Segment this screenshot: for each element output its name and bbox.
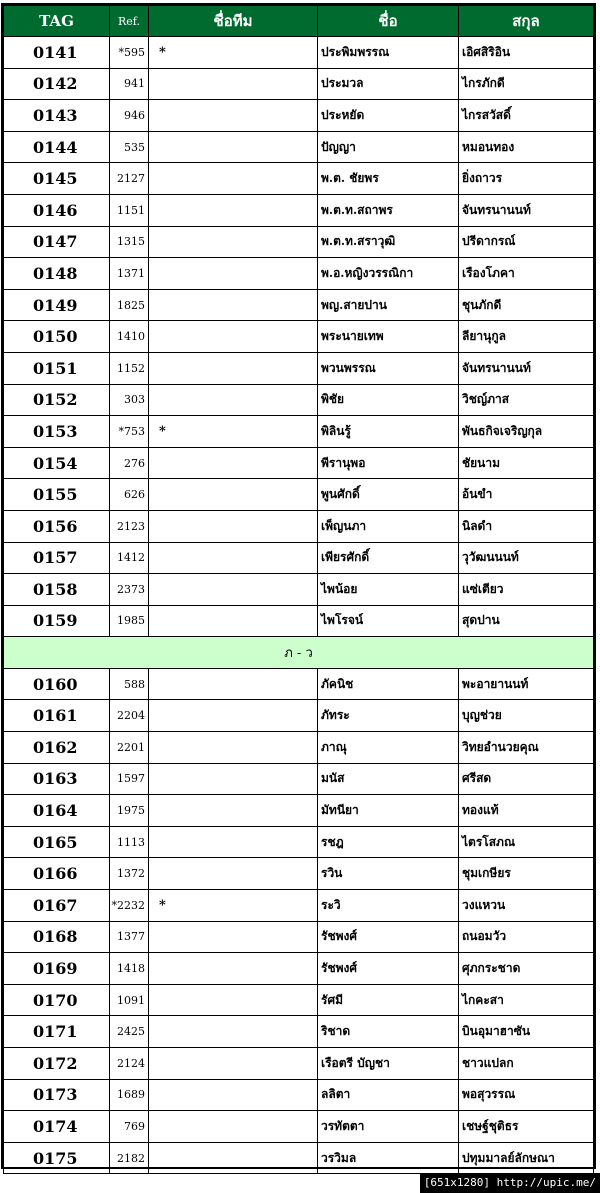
table-row bbox=[4, 921, 594, 953]
last-name-cell: ปรีดากรณ์ bbox=[459, 226, 594, 258]
ref-cell: *2232 bbox=[110, 890, 149, 922]
table-row bbox=[4, 226, 594, 258]
tag-cell: 0163 bbox=[4, 763, 110, 795]
tag-cell: 0141 bbox=[4, 37, 110, 69]
table-row bbox=[4, 163, 594, 195]
first-name-cell: ริชาด bbox=[318, 1016, 459, 1048]
last-name-cell: สุดปาน bbox=[459, 605, 594, 637]
ref-cell: 1152 bbox=[110, 352, 149, 384]
team-cell bbox=[149, 352, 318, 384]
first-name-cell: พ.ต. ชัยพร bbox=[318, 163, 459, 195]
header-ref: Ref. bbox=[110, 6, 149, 37]
ref-cell: 303 bbox=[110, 384, 149, 416]
ref-cell: 276 bbox=[110, 447, 149, 479]
first-name-cell: ภัทระ bbox=[318, 700, 459, 732]
first-name-cell: วรวิมล bbox=[318, 1142, 459, 1174]
last-name-cell: ศรีสด bbox=[459, 763, 594, 795]
team-cell bbox=[149, 921, 318, 953]
rows-group-b bbox=[4, 668, 594, 1174]
team-cell bbox=[149, 321, 318, 353]
tag-cell: 0172 bbox=[4, 1048, 110, 1080]
first-name-cell: พวนพรรณ bbox=[318, 352, 459, 384]
tag-cell: 0153 bbox=[4, 416, 110, 448]
table-row bbox=[4, 1079, 594, 1111]
last-name-cell: ยิ่งถาวร bbox=[459, 163, 594, 195]
last-name-cell: ชุมเกษียร bbox=[459, 858, 594, 890]
last-name-cell: ทองแท้ bbox=[459, 795, 594, 827]
table-row bbox=[4, 668, 594, 700]
table-row bbox=[4, 890, 594, 922]
ref-cell: 2127 bbox=[110, 163, 149, 195]
ref-cell: 2123 bbox=[110, 510, 149, 542]
tag-cell: 0175 bbox=[4, 1142, 110, 1174]
rows-group-a bbox=[4, 37, 594, 637]
last-name-cell: วิทยอำนวยคุณ bbox=[459, 732, 594, 764]
table-row bbox=[4, 1111, 594, 1143]
table-row bbox=[4, 826, 594, 858]
team-cell bbox=[149, 1142, 318, 1174]
first-name-cell: พิลินรู้ bbox=[318, 416, 459, 448]
first-name-cell: พิชัย bbox=[318, 384, 459, 416]
team-cell: * bbox=[149, 416, 318, 448]
watermark-text: [651x1280] http://upic.me/ bbox=[420, 1173, 600, 1193]
tag-cell: 0146 bbox=[4, 194, 110, 226]
team-cell bbox=[149, 668, 318, 700]
team-cell bbox=[149, 605, 318, 637]
first-name-cell: ระวิ bbox=[318, 890, 459, 922]
ref-cell: 1975 bbox=[110, 795, 149, 827]
team-cell bbox=[149, 700, 318, 732]
first-name-cell: พญ.สายปาน bbox=[318, 289, 459, 321]
last-name-cell: ศุภกระชาด bbox=[459, 953, 594, 985]
team-cell bbox=[149, 1079, 318, 1111]
table-header bbox=[4, 6, 594, 37]
team-cell bbox=[149, 163, 318, 195]
last-name-cell: ชาวแปลก bbox=[459, 1048, 594, 1080]
team-cell bbox=[149, 574, 318, 606]
first-name-cell: พ.ต.ท.สราวุฒิ bbox=[318, 226, 459, 258]
first-name-cell: เรือตรี บัญชา bbox=[318, 1048, 459, 1080]
tag-cell: 0161 bbox=[4, 700, 110, 732]
tag-cell: 0167 bbox=[4, 890, 110, 922]
ref-cell: 2373 bbox=[110, 574, 149, 606]
ref-cell: 2204 bbox=[110, 700, 149, 732]
table-row bbox=[4, 1142, 594, 1174]
first-name-cell: เพียรศักดิ์ bbox=[318, 542, 459, 574]
ref-cell: 1985 bbox=[110, 605, 149, 637]
tag-cell: 0144 bbox=[4, 131, 110, 163]
last-name-cell: หมอนทอง bbox=[459, 131, 594, 163]
team-cell bbox=[149, 1048, 318, 1080]
last-name-cell: ปทุมมาลย์ลักษณา bbox=[459, 1142, 594, 1174]
first-name-cell: ปัญญา bbox=[318, 131, 459, 163]
last-name-cell: ชัยนาม bbox=[459, 447, 594, 479]
first-name-cell: เพ็ญนภา bbox=[318, 510, 459, 542]
header-last-name: สกุล bbox=[459, 6, 594, 37]
last-name-cell: บุญช่วย bbox=[459, 700, 594, 732]
ref-cell: 1825 bbox=[110, 289, 149, 321]
section-label: ภ - ว bbox=[4, 637, 594, 669]
team-cell bbox=[149, 826, 318, 858]
last-name-cell: อ้นขำ bbox=[459, 479, 594, 511]
first-name-cell: มัทนียา bbox=[318, 795, 459, 827]
first-name-cell: รวิน bbox=[318, 858, 459, 890]
first-name-cell: ภาณุ bbox=[318, 732, 459, 764]
table-row bbox=[4, 194, 594, 226]
table-row bbox=[4, 479, 594, 511]
table-row bbox=[4, 416, 594, 448]
team-cell bbox=[149, 447, 318, 479]
last-name-cell: แซ่เตียว bbox=[459, 574, 594, 606]
team-cell bbox=[149, 984, 318, 1016]
team-cell bbox=[149, 384, 318, 416]
ref-cell: 2201 bbox=[110, 732, 149, 764]
team-cell bbox=[149, 258, 318, 290]
tag-cell: 0145 bbox=[4, 163, 110, 195]
tag-cell: 0150 bbox=[4, 321, 110, 353]
table-row bbox=[4, 574, 594, 606]
table-row bbox=[4, 447, 594, 479]
table-row bbox=[4, 510, 594, 542]
last-name-cell: พะอายานนท์ bbox=[459, 668, 594, 700]
table-row bbox=[4, 321, 594, 353]
last-name-cell: ไกรสวัสดิ์ bbox=[459, 100, 594, 132]
team-cell bbox=[149, 194, 318, 226]
first-name-cell: รัศมี bbox=[318, 984, 459, 1016]
ref-cell: 1372 bbox=[110, 858, 149, 890]
tag-cell: 0158 bbox=[4, 574, 110, 606]
ref-cell: 2182 bbox=[110, 1142, 149, 1174]
tag-cell: 0157 bbox=[4, 542, 110, 574]
team-cell bbox=[149, 858, 318, 890]
last-name-cell: จันทรนานนท์ bbox=[459, 194, 594, 226]
table-row bbox=[4, 1048, 594, 1080]
ref-cell: 769 bbox=[110, 1111, 149, 1143]
tag-cell: 0154 bbox=[4, 447, 110, 479]
first-name-cell: วรทัตตา bbox=[318, 1111, 459, 1143]
tag-cell: 0155 bbox=[4, 479, 110, 511]
table-row bbox=[4, 131, 594, 163]
participant-table bbox=[3, 5, 594, 1174]
table-row bbox=[4, 953, 594, 985]
last-name-cell: ถนอมวัว bbox=[459, 921, 594, 953]
tag-cell: 0174 bbox=[4, 1111, 110, 1143]
team-cell bbox=[149, 226, 318, 258]
table-row bbox=[4, 795, 594, 827]
team-cell bbox=[149, 100, 318, 132]
first-name-cell: พ.ต.ท.สถาพร bbox=[318, 194, 459, 226]
last-name-cell: ชุนภักดี bbox=[459, 289, 594, 321]
table-row bbox=[4, 1016, 594, 1048]
team-cell bbox=[149, 732, 318, 764]
team-cell bbox=[149, 1016, 318, 1048]
ref-cell: 2425 bbox=[110, 1016, 149, 1048]
first-name-cell: พ.อ.หญิงวรรณิกา bbox=[318, 258, 459, 290]
ref-cell: 1412 bbox=[110, 542, 149, 574]
last-name-cell: นิลดำ bbox=[459, 510, 594, 542]
table-row bbox=[4, 258, 594, 290]
tag-cell: 0142 bbox=[4, 68, 110, 100]
team-cell bbox=[149, 763, 318, 795]
tag-cell: 0156 bbox=[4, 510, 110, 542]
table-row bbox=[4, 858, 594, 890]
ref-cell: 1371 bbox=[110, 258, 149, 290]
tag-cell: 0151 bbox=[4, 352, 110, 384]
ref-cell: 2124 bbox=[110, 1048, 149, 1080]
table-row bbox=[4, 542, 594, 574]
last-name-cell: จันทรนานนท์ bbox=[459, 352, 594, 384]
first-name-cell: มนัส bbox=[318, 763, 459, 795]
last-name-cell: ลียานุกูล bbox=[459, 321, 594, 353]
first-name-cell: ไพน้อย bbox=[318, 574, 459, 606]
team-cell: * bbox=[149, 37, 318, 69]
header-team: ชื่อทีม bbox=[149, 6, 318, 37]
team-cell bbox=[149, 542, 318, 574]
ref-cell: 1377 bbox=[110, 921, 149, 953]
last-name-cell: พอสุวรรณ bbox=[459, 1079, 594, 1111]
tag-cell: 0143 bbox=[4, 100, 110, 132]
ref-cell: 588 bbox=[110, 668, 149, 700]
first-name-cell: พระนายเทพ bbox=[318, 321, 459, 353]
first-name-cell: รัชพงศ์ bbox=[318, 953, 459, 985]
ref-cell: 941 bbox=[110, 68, 149, 100]
table-row bbox=[4, 605, 594, 637]
ref-cell: *595 bbox=[110, 37, 149, 69]
team-cell bbox=[149, 953, 318, 985]
last-name-cell: บินอุมาฮาซัน bbox=[459, 1016, 594, 1048]
table-row bbox=[4, 763, 594, 795]
last-name-cell: เชษฐ์ชุติธร bbox=[459, 1111, 594, 1143]
first-name-cell: ประมวล bbox=[318, 68, 459, 100]
first-name-cell: พูนศักดิ์ bbox=[318, 479, 459, 511]
table-row bbox=[4, 100, 594, 132]
team-cell bbox=[149, 131, 318, 163]
tag-cell: 0162 bbox=[4, 732, 110, 764]
first-name-cell: รชฎ bbox=[318, 826, 459, 858]
last-name-cell: ไตรโสภณ bbox=[459, 826, 594, 858]
tag-cell: 0148 bbox=[4, 258, 110, 290]
first-name-cell: ภัคนิช bbox=[318, 668, 459, 700]
team-cell bbox=[149, 479, 318, 511]
first-name-cell: ไพโรจน์ bbox=[318, 605, 459, 637]
ref-cell: 626 bbox=[110, 479, 149, 511]
ref-cell: 535 bbox=[110, 131, 149, 163]
tag-cell: 0168 bbox=[4, 921, 110, 953]
team-cell bbox=[149, 510, 318, 542]
tag-cell: 0152 bbox=[4, 384, 110, 416]
section-row bbox=[4, 637, 594, 669]
ref-cell: 1113 bbox=[110, 826, 149, 858]
table-row bbox=[4, 68, 594, 100]
team-cell bbox=[149, 795, 318, 827]
tag-cell: 0166 bbox=[4, 858, 110, 890]
ref-cell: 1418 bbox=[110, 953, 149, 985]
last-name-cell: ไกรภักดี bbox=[459, 68, 594, 100]
ref-cell: 1151 bbox=[110, 194, 149, 226]
ref-cell: 1597 bbox=[110, 763, 149, 795]
table-row bbox=[4, 384, 594, 416]
last-name-cell: เรืองโภคา bbox=[459, 258, 594, 290]
tag-cell: 0173 bbox=[4, 1079, 110, 1111]
table-row bbox=[4, 352, 594, 384]
header-first-name: ชื่อ bbox=[318, 6, 459, 37]
first-name-cell: ประหยัด bbox=[318, 100, 459, 132]
table-row bbox=[4, 732, 594, 764]
tag-cell: 0159 bbox=[4, 605, 110, 637]
tag-cell: 0147 bbox=[4, 226, 110, 258]
team-cell bbox=[149, 289, 318, 321]
tag-cell: 0171 bbox=[4, 1016, 110, 1048]
tag-cell: 0160 bbox=[4, 668, 110, 700]
ref-cell: 946 bbox=[110, 100, 149, 132]
table-row bbox=[4, 289, 594, 321]
ref-cell: 1689 bbox=[110, 1079, 149, 1111]
header-tag: TAG bbox=[4, 6, 110, 37]
tag-cell: 0164 bbox=[4, 795, 110, 827]
table-row bbox=[4, 700, 594, 732]
team-cell: * bbox=[149, 890, 318, 922]
last-name-cell: วิชญ์ภาส bbox=[459, 384, 594, 416]
last-name-cell: วงแหวน bbox=[459, 890, 594, 922]
team-cell bbox=[149, 68, 318, 100]
table-row bbox=[4, 37, 594, 69]
first-name-cell: พีรานุพอ bbox=[318, 447, 459, 479]
ref-cell: 1315 bbox=[110, 226, 149, 258]
ref-cell: 1091 bbox=[110, 984, 149, 1016]
first-name-cell: ประพิมพรรณ bbox=[318, 37, 459, 69]
first-name-cell: ลลิตา bbox=[318, 1079, 459, 1111]
tag-cell: 0149 bbox=[4, 289, 110, 321]
last-name-cell: ไกคะสา bbox=[459, 984, 594, 1016]
tag-cell: 0165 bbox=[4, 826, 110, 858]
ref-cell: *753 bbox=[110, 416, 149, 448]
last-name-cell: วุวัฒนนนท์ bbox=[459, 542, 594, 574]
team-cell bbox=[149, 1111, 318, 1143]
last-name-cell: เอิศสิริอิน bbox=[459, 37, 594, 69]
ref-cell: 1410 bbox=[110, 321, 149, 353]
tag-cell: 0170 bbox=[4, 984, 110, 1016]
last-name-cell: พันธกิจเจริญกุล bbox=[459, 416, 594, 448]
first-name-cell: รัชพงศ์ bbox=[318, 921, 459, 953]
registration-sheet bbox=[1, 3, 596, 1169]
tag-cell: 0169 bbox=[4, 953, 110, 985]
table-row bbox=[4, 984, 594, 1016]
